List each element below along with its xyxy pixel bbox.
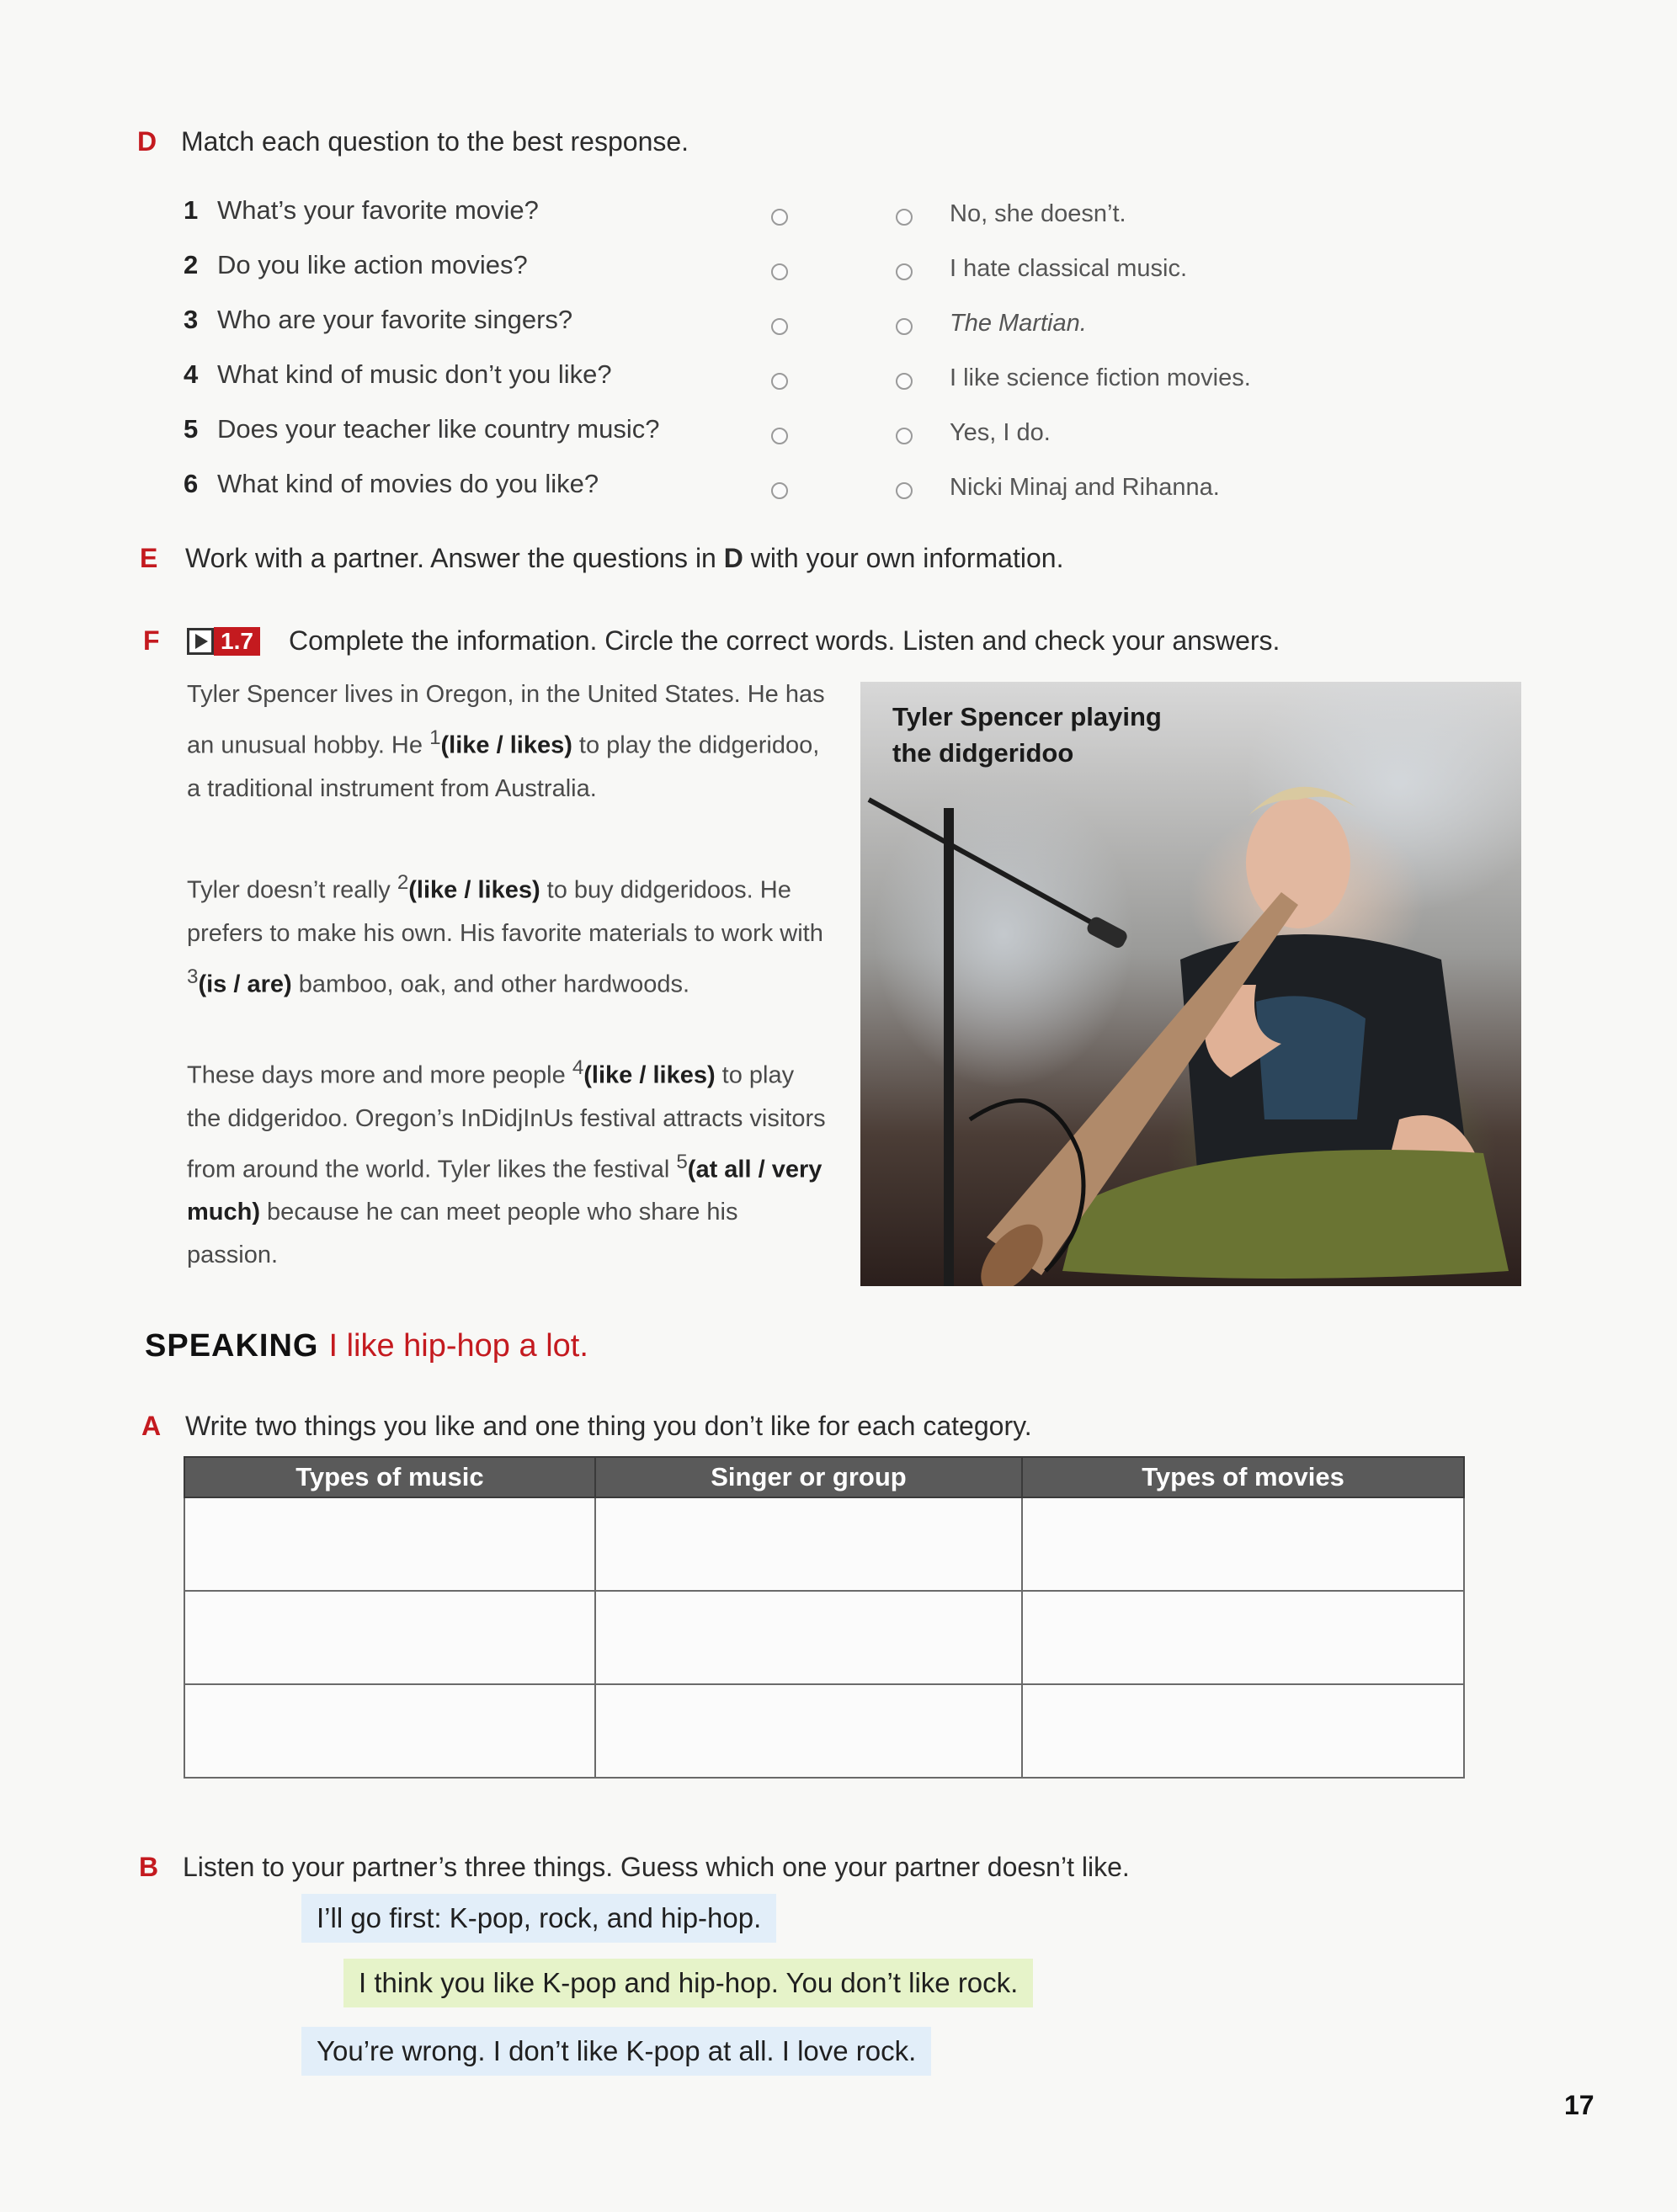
- caption-line: Tyler Spencer playing: [892, 702, 1162, 731]
- section-e-instruction: [185, 543, 1063, 574]
- gap-number: 5: [676, 1150, 688, 1173]
- table-cell[interactable]: [1022, 1591, 1464, 1684]
- match-dot-right[interactable]: [896, 428, 913, 444]
- reading-paragraph: [187, 861, 827, 1006]
- reading-paragraph: [187, 673, 827, 811]
- table-header-row: [184, 1457, 1464, 1497]
- speaking-heading: [145, 1328, 588, 1364]
- word-choice[interactable]: (like / likes): [408, 876, 540, 904]
- category-table: [184, 1456, 1465, 1779]
- speaking-b-letter: B: [139, 1852, 159, 1882]
- track-number: 1.7: [214, 627, 260, 656]
- word-choice[interactable]: (like / likes): [440, 731, 572, 759]
- table-cell[interactable]: [595, 1684, 1022, 1778]
- instruction-text: with your own information.: [743, 543, 1064, 573]
- table-row: [184, 1684, 1464, 1778]
- photo-illustration: [860, 682, 1521, 1286]
- instruction-bold: D: [723, 543, 743, 573]
- photo-caption: [892, 699, 1162, 771]
- section-f-instruction: Complete the information. Circle the correct words. Listen and check your answers.: [289, 625, 1280, 656]
- speech-bubble: I’ll go first: K-pop, rock, and hip-hop.: [301, 1894, 776, 1943]
- answer-item: Nicki Minaj and Rihanna.: [950, 474, 1220, 501]
- page-number: 17: [1564, 2090, 1594, 2120]
- question-item: [184, 469, 599, 502]
- answer-item: Yes, I do.: [950, 419, 1051, 446]
- table-cell[interactable]: [184, 1591, 595, 1684]
- question-number: 6: [184, 469, 199, 498]
- section-d-instruction: Match each question to the best response.: [181, 126, 689, 157]
- word-choice[interactable]: (at all / very much): [187, 1156, 823, 1226]
- speech-bubble: You’re wrong. I don’t like K-pop at all. I love rock.: [301, 2027, 931, 2076]
- speech-bubble: I think you like K-pop and hip-hop. You don’t like rock.: [343, 1959, 1033, 2007]
- question-number: 5: [184, 414, 199, 444]
- match-dot-right[interactable]: [896, 263, 913, 280]
- paragraph-text: Tyler doesn’t really: [187, 876, 397, 904]
- question-text: Does your teacher like country music?: [217, 414, 660, 444]
- word-choice[interactable]: (like / likes): [583, 1061, 716, 1089]
- table-cell[interactable]: [1022, 1684, 1464, 1778]
- gap-number: 4: [572, 1056, 584, 1079]
- speaking-subtitle: I like hip-hop a lot.: [328, 1328, 588, 1364]
- match-dot-left[interactable]: [771, 209, 788, 226]
- question-number: 4: [184, 359, 199, 389]
- instruction-text: Work with a partner. Answer the questions in: [185, 543, 724, 573]
- question-item: [184, 305, 572, 338]
- question-text: What’s your favorite movie?: [217, 195, 539, 225]
- table-row: [184, 1591, 1464, 1684]
- table-cell[interactable]: [184, 1684, 595, 1778]
- section-f-letter: F: [143, 625, 160, 656]
- caption-line: the didgeridoo: [892, 738, 1074, 768]
- match-dot-left[interactable]: [771, 263, 788, 280]
- question-text: Do you like action movies?: [217, 250, 528, 279]
- table-cell[interactable]: [184, 1497, 595, 1591]
- speaking-a-instruction: Write two things you like and one thing you don’t like for each category.: [185, 1411, 1032, 1441]
- audio-track-badge[interactable]: [187, 625, 260, 657]
- gap-number: 1: [429, 726, 441, 749]
- question-text: Who are your favorite singers?: [217, 305, 573, 334]
- reading-paragraph: [187, 1046, 827, 1277]
- paragraph-text: These days more and more people: [187, 1061, 572, 1089]
- speaking-label: SPEAKING: [145, 1328, 319, 1364]
- answer-item: I like science fiction movies.: [950, 364, 1251, 391]
- gap-number: 3: [187, 965, 199, 988]
- match-dot-right[interactable]: [896, 318, 913, 335]
- play-icon[interactable]: [187, 628, 214, 655]
- question-item: [184, 250, 528, 284]
- question-item: [184, 195, 539, 229]
- column-header: Types of music: [184, 1457, 595, 1497]
- match-dot-right[interactable]: [896, 482, 913, 499]
- question-number: 1: [184, 195, 199, 225]
- match-dot-left[interactable]: [771, 482, 788, 499]
- match-dot-left[interactable]: [771, 373, 788, 390]
- question-item: [184, 359, 612, 393]
- answer-item: I hate classical music.: [950, 255, 1188, 282]
- match-dot-right[interactable]: [896, 373, 913, 390]
- question-number: 3: [184, 305, 199, 334]
- question-text: What kind of movies do you like?: [217, 469, 599, 498]
- question-text: What kind of music don’t you like?: [217, 359, 612, 389]
- section-d-letter: D: [137, 126, 157, 157]
- paragraph-text: Tyler Spencer lives in Oregon, in the United States. He has an unusual hobby. He: [187, 681, 825, 759]
- question-number: 2: [184, 250, 199, 279]
- answer-item: No, she doesn’t.: [950, 200, 1126, 227]
- question-item: [184, 414, 660, 448]
- gap-number: 2: [397, 871, 409, 894]
- table-row: [184, 1497, 1464, 1591]
- paragraph-text: because he can meet people who share his passion.: [187, 1199, 738, 1269]
- paragraph-text: to play the didgeridoo. Oregon’s InDidjInUs festival attracts visitors from around the world. Tyler likes the festival: [187, 1061, 826, 1183]
- paragraph-text: to buy didgeridoos. He prefers to make his own. His favorite materials to work with: [187, 876, 823, 947]
- speaking-a-letter: A: [141, 1411, 162, 1441]
- paragraph-text: to play the didgeridoo, a traditional instrument from Australia.: [187, 731, 820, 802]
- word-choice[interactable]: (is / are): [198, 970, 292, 998]
- column-header: Singer or group: [595, 1457, 1022, 1497]
- paragraph-text: bamboo, oak, and other hardwoods.: [291, 970, 690, 998]
- table-cell[interactable]: [595, 1497, 1022, 1591]
- match-dot-right[interactable]: [896, 209, 913, 226]
- answer-item: The Martian.: [950, 310, 1087, 337]
- didgeridoo-photo: [860, 682, 1521, 1286]
- match-dot-left[interactable]: [771, 428, 788, 444]
- speaking-b-instruction: Listen to your partner’s three things. Guess which one your partner doesn’t like.: [183, 1852, 1130, 1882]
- column-header: Types of movies: [1022, 1457, 1464, 1497]
- match-dot-left[interactable]: [771, 318, 788, 335]
- table-cell[interactable]: [595, 1591, 1022, 1684]
- table-cell[interactable]: [1022, 1497, 1464, 1591]
- section-e-letter: E: [140, 543, 158, 573]
